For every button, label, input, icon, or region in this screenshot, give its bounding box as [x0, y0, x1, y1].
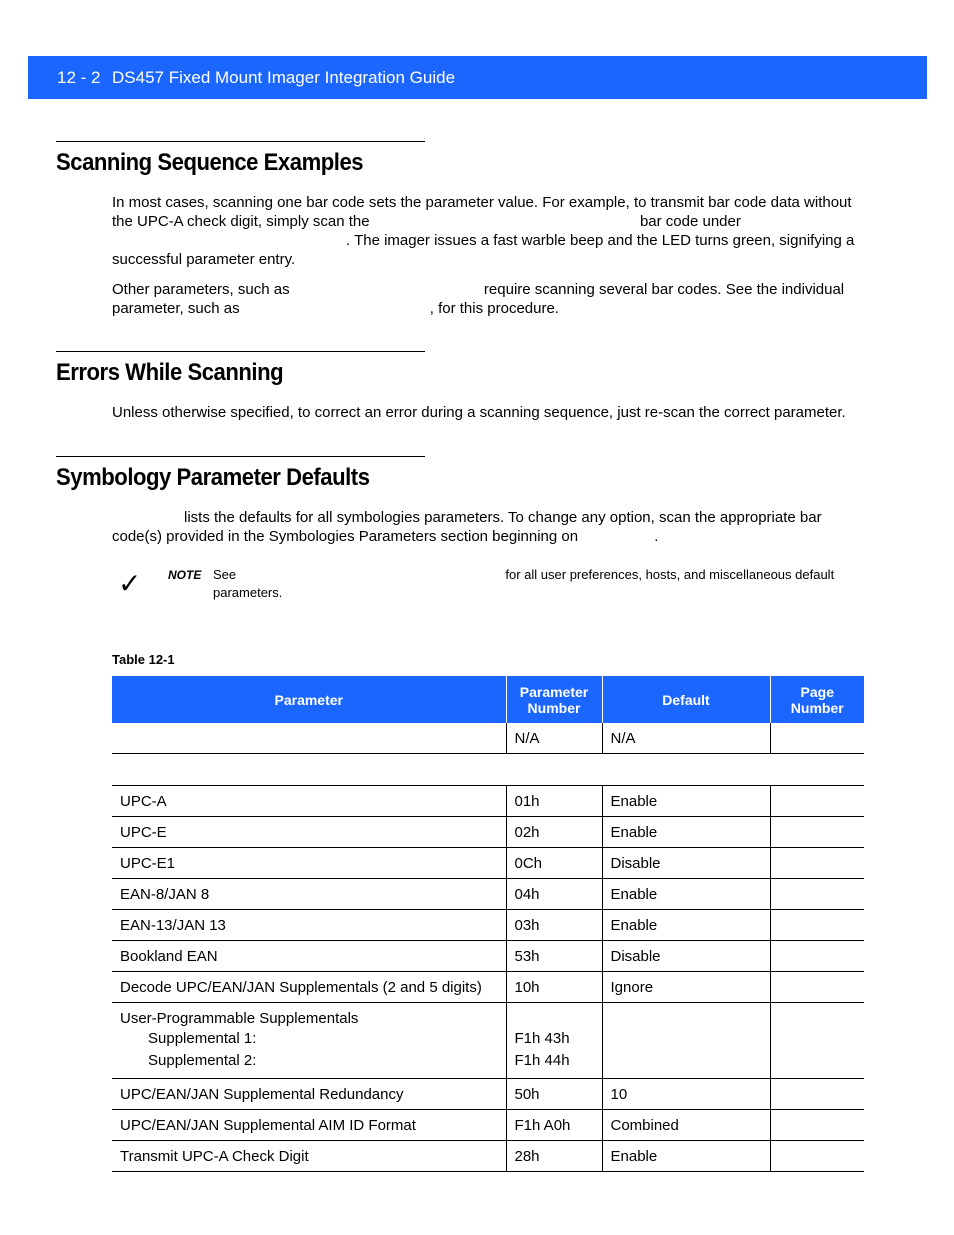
cell-parameter: UPC/EAN/JAN Supplemental Redundancy [112, 1079, 506, 1110]
cell-default: Enable [602, 1141, 770, 1172]
cell-page [770, 1110, 864, 1141]
cell-default: Enable [602, 879, 770, 910]
cell-number: 04h [506, 879, 602, 910]
col-header-default: Default [602, 676, 770, 723]
table-caption: Table 12-1 [112, 652, 175, 667]
cell-default: Combined [602, 1110, 770, 1141]
cell-parameter-label: User-Programmable Supplementals [120, 1010, 359, 1027]
cell-number: F1h A0h [506, 1110, 602, 1141]
cell-default: Disable [602, 848, 770, 879]
cell-page [770, 879, 864, 910]
cell-number: 0Ch [506, 848, 602, 879]
checkmark-icon: ✓ [118, 568, 142, 599]
paragraph-errors: Unless otherwise specified, to correct an error during a scanning sequence, just re-scan the correct parameter. [112, 404, 846, 421]
cell-page [770, 817, 864, 848]
cell-subparameter: Supplemental 1: [148, 1030, 257, 1047]
paragraph-scanning-2: Other parameters, such as require scanning several bar codes. See the individual parameter, such as , for this procedure. [112, 281, 845, 317]
table-row [112, 879, 864, 910]
paragraph-symbology: lists the defaults for all symbologies parameters. To change any option, scan the appropriate bar code(s) provided in the Symbologies Parameters section beginning on . [112, 509, 822, 545]
section-rule [56, 141, 425, 142]
cell-page [770, 941, 864, 972]
table-row [112, 1141, 864, 1172]
table-row [112, 1110, 864, 1141]
section-heading-errors: Errors While Scanning [56, 359, 284, 386]
table-row [112, 817, 864, 848]
cell-number: 50h [506, 1079, 602, 1110]
page-number: 12 - 2 [57, 68, 101, 87]
col-header-parameter: Parameter [112, 676, 506, 723]
cell-number: 03h [506, 910, 602, 941]
table-row [112, 723, 864, 754]
cell-default: Enable [602, 817, 770, 848]
cell-default: Enable [602, 786, 770, 817]
cell-number: 01h [506, 786, 602, 817]
table-group-gap [112, 754, 864, 786]
section-heading-symbology-defaults: Symbology Parameter Defaults [56, 464, 370, 491]
cell-page [770, 910, 864, 941]
cell-page [770, 1079, 864, 1110]
table-row [112, 1079, 864, 1110]
cell-default: Disable [602, 941, 770, 972]
cell-subnumber: F1h 43h [514, 1030, 570, 1047]
guide-title: DS457 Fixed Mount Imager Integration Guide [112, 68, 456, 87]
cell-parameter [112, 723, 506, 754]
cell-subparameter: Supplemental 2: [148, 1052, 257, 1069]
cell-parameter [112, 1003, 506, 1079]
col-header-page-number: Page Number [770, 676, 864, 723]
cell-default: 10 [602, 1079, 770, 1110]
note-label: NOTE [168, 568, 202, 582]
cell-subnumber: F1h 44h [514, 1052, 570, 1069]
cell-page [770, 1003, 864, 1079]
cell-page [770, 786, 864, 817]
cell-parameter: EAN-8/JAN 8 [112, 879, 506, 910]
table-row [112, 848, 864, 879]
section-rule [56, 351, 425, 352]
cell-number: N/A [506, 723, 602, 754]
table-row [112, 972, 864, 1003]
paragraph-scanning-1: In most cases, scanning one bar code sets the parameter value. For example, to transmit bar code data without the UPC-A check digit, simply scan the bar code under . The imager issues a fast warble beep and the LED turns green, signifying a successful parameter entry. [112, 194, 855, 268]
cell-default: Ignore [602, 972, 770, 1003]
cell-default [602, 1003, 770, 1079]
cell-default: N/A [602, 723, 770, 754]
cell-parameter: Decode UPC/EAN/JAN Supplementals (2 and 5 digits) [112, 972, 506, 1003]
cell-default: Enable [602, 910, 770, 941]
cell-number: 10h [506, 972, 602, 1003]
note-text: See for all user preferences, hosts, and miscellaneous default parameters. [213, 567, 835, 600]
cell-parameter: UPC-E1 [112, 848, 506, 879]
cell-parameter: Bookland EAN [112, 941, 506, 972]
section-heading-scanning-sequence: Scanning Sequence Examples [56, 149, 364, 176]
page-header [28, 56, 927, 99]
cell-page [770, 848, 864, 879]
cell-number: 02h [506, 817, 602, 848]
cell-parameter: UPC/EAN/JAN Supplemental AIM ID Format [112, 1110, 506, 1141]
cell-number: 28h [506, 1141, 602, 1172]
col-header-parameter-number: Parameter Number [506, 676, 602, 723]
table-row [112, 1003, 864, 1079]
cell-page [770, 972, 864, 1003]
table-row [112, 786, 864, 817]
cell-parameter: Transmit UPC-A Check Digit [112, 1141, 506, 1172]
cell-page [770, 1141, 864, 1172]
symbology-defaults-table [112, 676, 864, 1172]
cell-parameter: UPC-A [112, 786, 506, 817]
cell-number: 53h [506, 941, 602, 972]
cell-parameter: UPC-E [112, 817, 506, 848]
table-header-row [112, 676, 864, 723]
table-row [112, 910, 864, 941]
section-rule [56, 456, 425, 457]
cell-parameter: EAN-13/JAN 13 [112, 910, 506, 941]
cell-page [770, 723, 864, 754]
cell-number [506, 1003, 602, 1079]
table-row [112, 941, 864, 972]
